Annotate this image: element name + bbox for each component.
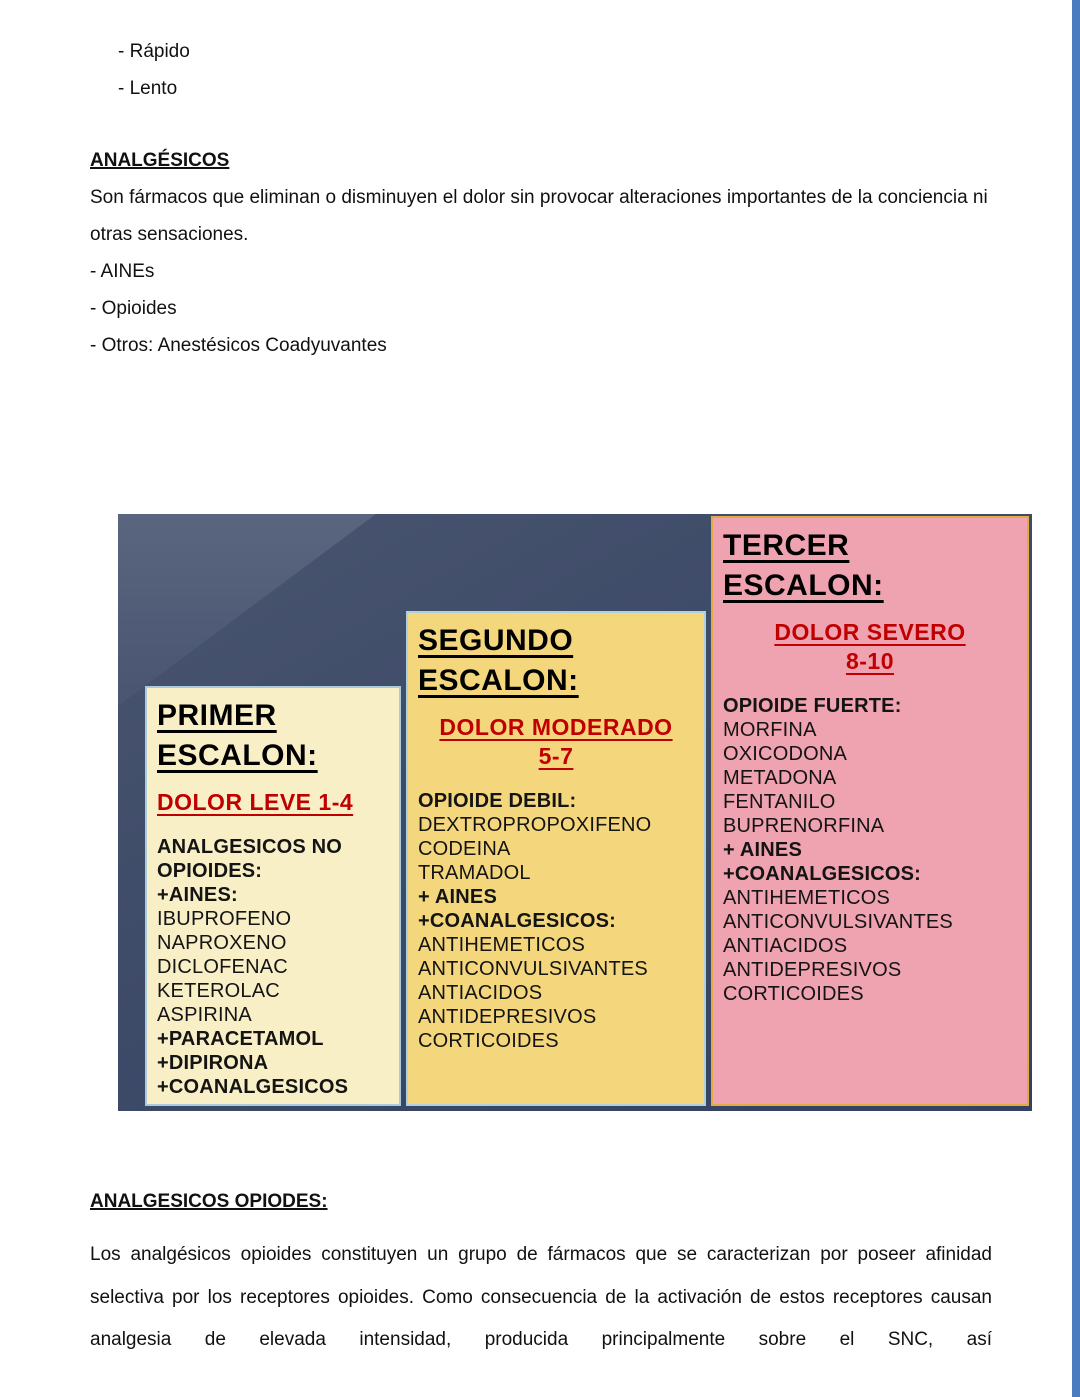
drug-line: DICLOFENAC (157, 956, 288, 978)
ladder-step-3 (711, 516, 1029, 1106)
analgesicos-paragraph: Son fármacos que eliminan o disminuyen el dolor sin provocar alteraciones importantes de la conciencia ni otras sensaciones. (90, 187, 988, 245)
drug-line: OXICODONA (723, 743, 848, 765)
step3-title (723, 526, 1017, 606)
step1-title-line2: ESCALON: (157, 739, 318, 772)
step3-pain-level (723, 618, 1017, 676)
drug-line: +AINES: (157, 884, 238, 906)
analgesicos-list (90, 253, 992, 364)
figure-background-diagonal (118, 514, 376, 706)
drug-line: ANTIHEMETICOS (418, 934, 586, 956)
drug-line: +COANALGESICOS: (723, 863, 922, 885)
drug-line: DEXTROPROPOXIFENO (418, 814, 652, 836)
step1-title-line1: PRIMER (157, 699, 277, 732)
drug-line: ANTICONVULSIVANTES (723, 911, 953, 933)
drug-line: MORFINA (723, 719, 817, 741)
drug-line: CORTICOIDES (418, 1030, 559, 1052)
step3-pain-level-text: DOLOR SEVERO (774, 619, 966, 645)
drug-line: + AINES (418, 886, 498, 908)
page-edge-strip (1072, 0, 1080, 1397)
list-item: - Lento (118, 78, 178, 99)
drug-line: METADONA (723, 767, 837, 789)
drug-line: ANTIACIDOS (418, 982, 543, 1004)
drug-line: + AINES (723, 839, 803, 861)
step2-pain-level-text: DOLOR MODERADO (439, 714, 673, 740)
drug-line: CODEINA (418, 838, 511, 860)
step2-title-line1: SEGUNDO (418, 624, 574, 657)
ladder-step-2 (406, 611, 706, 1106)
drug-line: IBUPROFENO (157, 908, 292, 930)
drug-line: +PARACETAMOL (157, 1028, 324, 1050)
step1-title (157, 696, 389, 776)
drug-line: ANTICONVULSIVANTES (418, 958, 648, 980)
step3-title-line1: TERCER (723, 529, 850, 562)
list-item: - Otros: Anestésicos Coadyuvantes (90, 335, 387, 356)
drug-line: +COANALGESICOS (157, 1076, 349, 1098)
step3-title-line2: ESCALON: (723, 569, 884, 602)
section-heading-opioides: ANALGESICOS OPIODES: (90, 1191, 328, 1212)
list-item: - Opioides (90, 298, 177, 319)
drug-line: ANTIACIDOS (723, 935, 848, 957)
step2-pain-level (418, 713, 694, 771)
drug-line: KETEROLAC (157, 980, 280, 1002)
list-item: - AINEs (90, 261, 155, 282)
drug-line: OPIOIDE FUERTE: (723, 695, 902, 717)
step2-title-line2: ESCALON: (418, 664, 579, 697)
drug-line: OPIOIDES: (157, 860, 263, 882)
document-page (90, 33, 992, 1362)
drug-line: BUPRENORFINA (723, 815, 885, 837)
step1-pain-level (157, 788, 389, 817)
step3-drug-list (723, 694, 1017, 1006)
step3-pain-score: 8-10 (845, 648, 895, 674)
drug-line: ANTIDEPRESIVOS (723, 959, 902, 981)
opioides-paragraph: Los analgésicos opioides constituyen un grupo de fármacos que se caracterizan por poseer afinidad selectiva por los receptores opioides. Como consecuencia de la activación de estos receptores causan analgesia de elevada intensidad, producida principalmente sobre el SNC, así (90, 1244, 992, 1350)
step2-drug-list (418, 789, 694, 1053)
drug-line: ASPIRINA (157, 1004, 252, 1026)
step1-drug-list (157, 835, 389, 1099)
ladder-step-1 (145, 686, 401, 1106)
drug-line: OPIOIDE DEBIL: (418, 790, 577, 812)
intro-list (90, 33, 992, 107)
section-heading-analgesicos: ANALGÉSICOS (90, 150, 230, 171)
drug-line: TRAMADOL (418, 862, 531, 884)
drug-line: CORTICOIDES (723, 983, 864, 1005)
drug-line: NAPROXENO (157, 932, 287, 954)
drug-line: ANTIHEMETICOS (723, 887, 891, 909)
drug-line: +COANALGESICOS: (418, 910, 617, 932)
step1-pain-level-text: DOLOR LEVE 1-4 (157, 789, 354, 815)
who-analgesic-ladder-figure (118, 514, 1032, 1111)
drug-line: +DIPIRONA (157, 1052, 269, 1074)
drug-line: FENTANILO (723, 791, 836, 813)
drug-line: ANTIDEPRESIVOS (418, 1006, 597, 1028)
drug-line: ANALGESICOS NO (157, 836, 343, 858)
step2-title (418, 621, 694, 701)
step2-pain-score: 5-7 (538, 743, 574, 769)
list-item: - Rápido (118, 41, 190, 62)
